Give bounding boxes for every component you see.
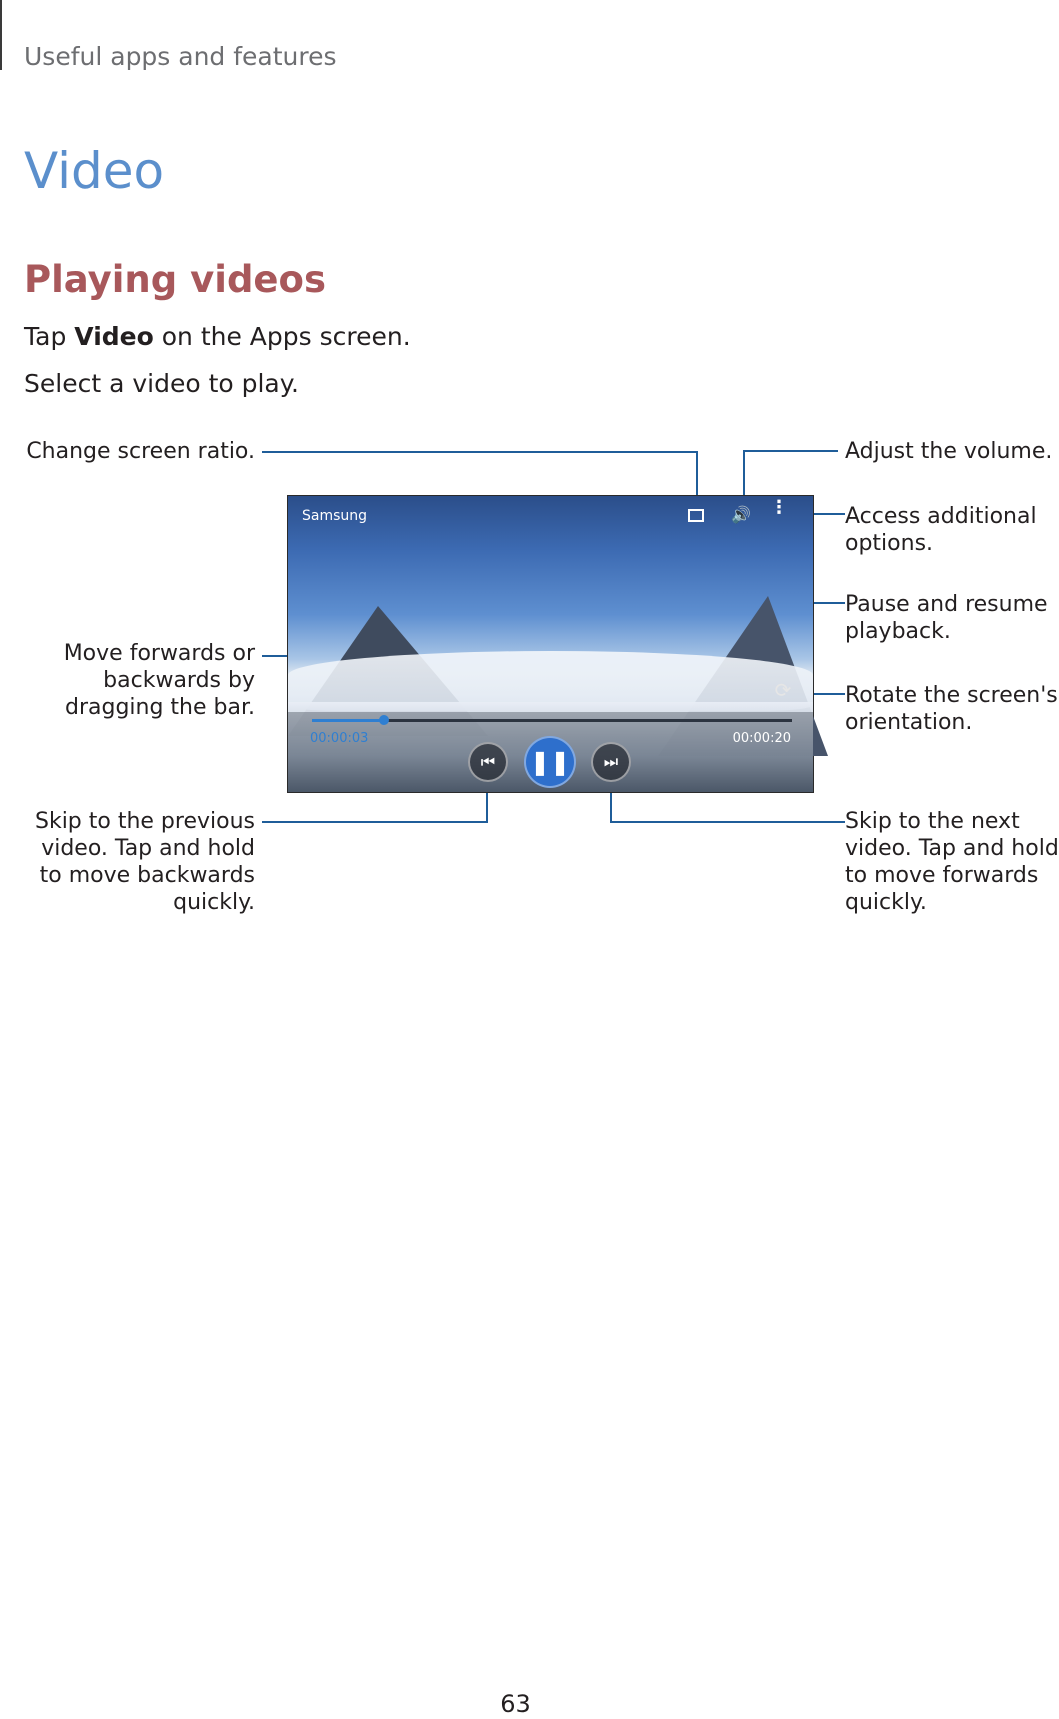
callout-text: video. Tap and hold — [41, 836, 255, 861]
callout-pause-resume — [845, 591, 1048, 645]
callout-text: Move forwards or — [63, 641, 255, 666]
callout-skip-next — [845, 808, 1059, 916]
callout-text: Skip to the previous — [34, 809, 255, 834]
next-button[interactable] — [591, 742, 631, 782]
callout-move-bar — [64, 640, 255, 721]
page-title: Video — [24, 142, 165, 200]
previous-icon: ⏮ — [480, 752, 496, 771]
callout-text: orientation. — [845, 710, 973, 735]
ratio-icon[interactable] — [688, 509, 704, 522]
progress-handle[interactable] — [379, 715, 389, 725]
rotate-icon[interactable]: ⟳ — [774, 678, 792, 702]
callout-text: to move backwards — [39, 863, 255, 888]
step1-suffix: on the Apps screen. — [153, 322, 411, 351]
callout-text: dragging the bar. — [65, 695, 255, 720]
callout-text: Change screen ratio. — [26, 439, 255, 464]
step1-app-name: Video — [74, 322, 154, 351]
previous-button[interactable] — [468, 742, 508, 782]
callout-text: Adjust the volume. — [845, 439, 1053, 464]
callout-text: options. — [845, 531, 934, 556]
callout-text: playback. — [845, 619, 951, 644]
total-time: 00:00:20 — [732, 731, 791, 746]
progress-bar[interactable] — [312, 719, 792, 722]
callout-text: backwards by — [103, 668, 255, 693]
section-title: Playing videos — [24, 258, 326, 301]
current-time: 00:00:03 — [310, 731, 369, 746]
next-icon: ⏭ — [603, 752, 619, 771]
callout-text: quickly. — [173, 890, 255, 915]
callout-text: to move forwards — [845, 863, 1039, 888]
video-title: Samsung — [302, 508, 368, 524]
step1-prefix: Tap — [24, 322, 75, 351]
callout-text: Skip to the next — [845, 809, 1020, 834]
running-header: Useful apps and features — [24, 42, 337, 71]
instruction-step-2: Select a video to play. — [24, 369, 299, 398]
pause-button[interactable] — [524, 736, 576, 788]
callout-skip-previous — [35, 808, 255, 916]
callout-text: Pause and resume — [845, 592, 1048, 617]
callout-adjust-volume — [845, 438, 1052, 465]
callout-text: Access additional — [845, 504, 1037, 529]
page-number: 63 — [500, 1690, 531, 1718]
callout-text: video. Tap and hold — [845, 836, 1059, 861]
callout-change-ratio — [26, 438, 255, 465]
callout-rotate — [845, 682, 1058, 736]
pause-icon: ❚❚ — [529, 748, 571, 776]
player-top-bar — [288, 496, 813, 534]
callout-text: quickly. — [845, 890, 927, 915]
callout-access-options — [845, 503, 1037, 557]
volume-icon[interactable]: 🔊 — [731, 505, 751, 524]
progress-fill — [312, 719, 384, 722]
video-player-screenshot — [287, 495, 814, 793]
callout-text: Rotate the screen's — [845, 683, 1058, 708]
more-options-icon[interactable]: ⋮ — [770, 497, 788, 518]
